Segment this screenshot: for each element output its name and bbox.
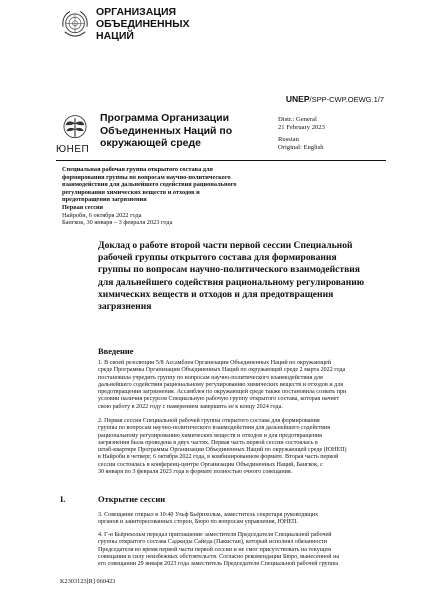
section-heading: Открытие сессии [98, 494, 166, 504]
un-emblem-icon [58, 8, 92, 42]
intro-heading: Введение [98, 346, 134, 356]
location-nairobi: Найроби, 6 октября 2022 года [62, 211, 142, 219]
document-symbol: UNEP/SPP-CWP.OEWG.1/7 [285, 94, 384, 104]
paragraph-1: 1. В своей резолюции 5/8 Ассамблея Организации Объединенных Наций по окружающей среде Программы Организации Объединенных Наций по окружающей среде 2 марта 2022 года постановила учредить группу по вопросам научно-политического взаимодействия для дальнейшего содействия рациональному регулированию химических веществ и отходов и для предотвращения загрязнения. Ассамблея по окружающей среде также постановила созвать при условии наличия ресурсов Специальную рабочую группу открытого состава, которая начнет свою работу в 2022 году с намерением завершить ее к концу 2024 года. [98, 360, 347, 410]
paragraph-4: 4. Г-н Бьёрнхольм передал приглашение заместителя Председателя Специальной рабочей группы открытого состава Саджиды Сайеда (Пакистан), который исполнял обязанности Председателя во время первой части первой сессии и не смог присутствовать на текущем совещании в силу неизбежных обстоятельств. Согласно рекомендации Бюро, вынесенной на его совещании 29 января 2023 года заместитель Председателя Специальной рабочей группы [98, 532, 340, 568]
section-number: I. [60, 494, 66, 504]
header-rule [56, 160, 386, 161]
paragraph-2: 2. Первая сессия Специальной рабочей группы открытого состава для формирования группы по вопросам научно-политического взаимодействия для дальнейшего содействия рациональному регулированию химических веществ и отходов и для предотвращения загрязнения была проведена в двух частях. Первая часть первой сессии состоялась в штаб-квартире Программы Организации Объединенных Наций по окружающей среде (ЮНЕП) в Найроби в четверг, 6 октября 2022 года, в комбинированном формате. Вторая часть первой сессии состоялась в конференц-центре Организации Объединенных Наций, Бангкок, с 30 января по 3 февраля 2023 года в формате полностью очного совещания. [98, 418, 347, 476]
session-label: Первая сессия [62, 203, 104, 211]
un-name: ОРГАНИЗАЦИЯ ОБЪЕДИНЕННЫХ НАЦИЙ [96, 6, 190, 42]
paragraph-3: 3. Совещание открыл в 10:40 Ульф Бьёрнхольм, заместитель секретаря руководящих органов и заинтересованных сторон, Бюро по вопросам управления, ЮНЕП. [98, 512, 319, 526]
document-job-number: K2303123[R] 060423 [60, 578, 116, 585]
document-title: Доклад о работе второй части первой сессии Специальной рабочей группы открытого состава для формирования группы по вопросам научно-политического взаимодействия для дальнейшего содействия рациональному регулированию химических веществ и отходов и для предотвращения загрязнения [98, 240, 365, 313]
distribution-info: Distr.: General 21 February 2023 Russian Original: English [278, 116, 325, 151]
meeting-block: Специальная рабочая группа открытого состава для формирования группы по вопросам научно-политического взаимодействия для дальнейшего содействия рационального регулирования химических веществ и отходов и предотвращения загрязнения Первая сессия Найроби, 6 октября 2022 года Бангкок, 30 января – 3 февраля 2023 года [62, 166, 272, 227]
unep-abbr: ЮНЕП [56, 144, 90, 155]
program-name: Программа Организации Объединенных Наций по окружающей среде [100, 112, 233, 149]
location-bangkok: Бангкок, 30 января – 3 февраля 2023 года [62, 219, 173, 227]
